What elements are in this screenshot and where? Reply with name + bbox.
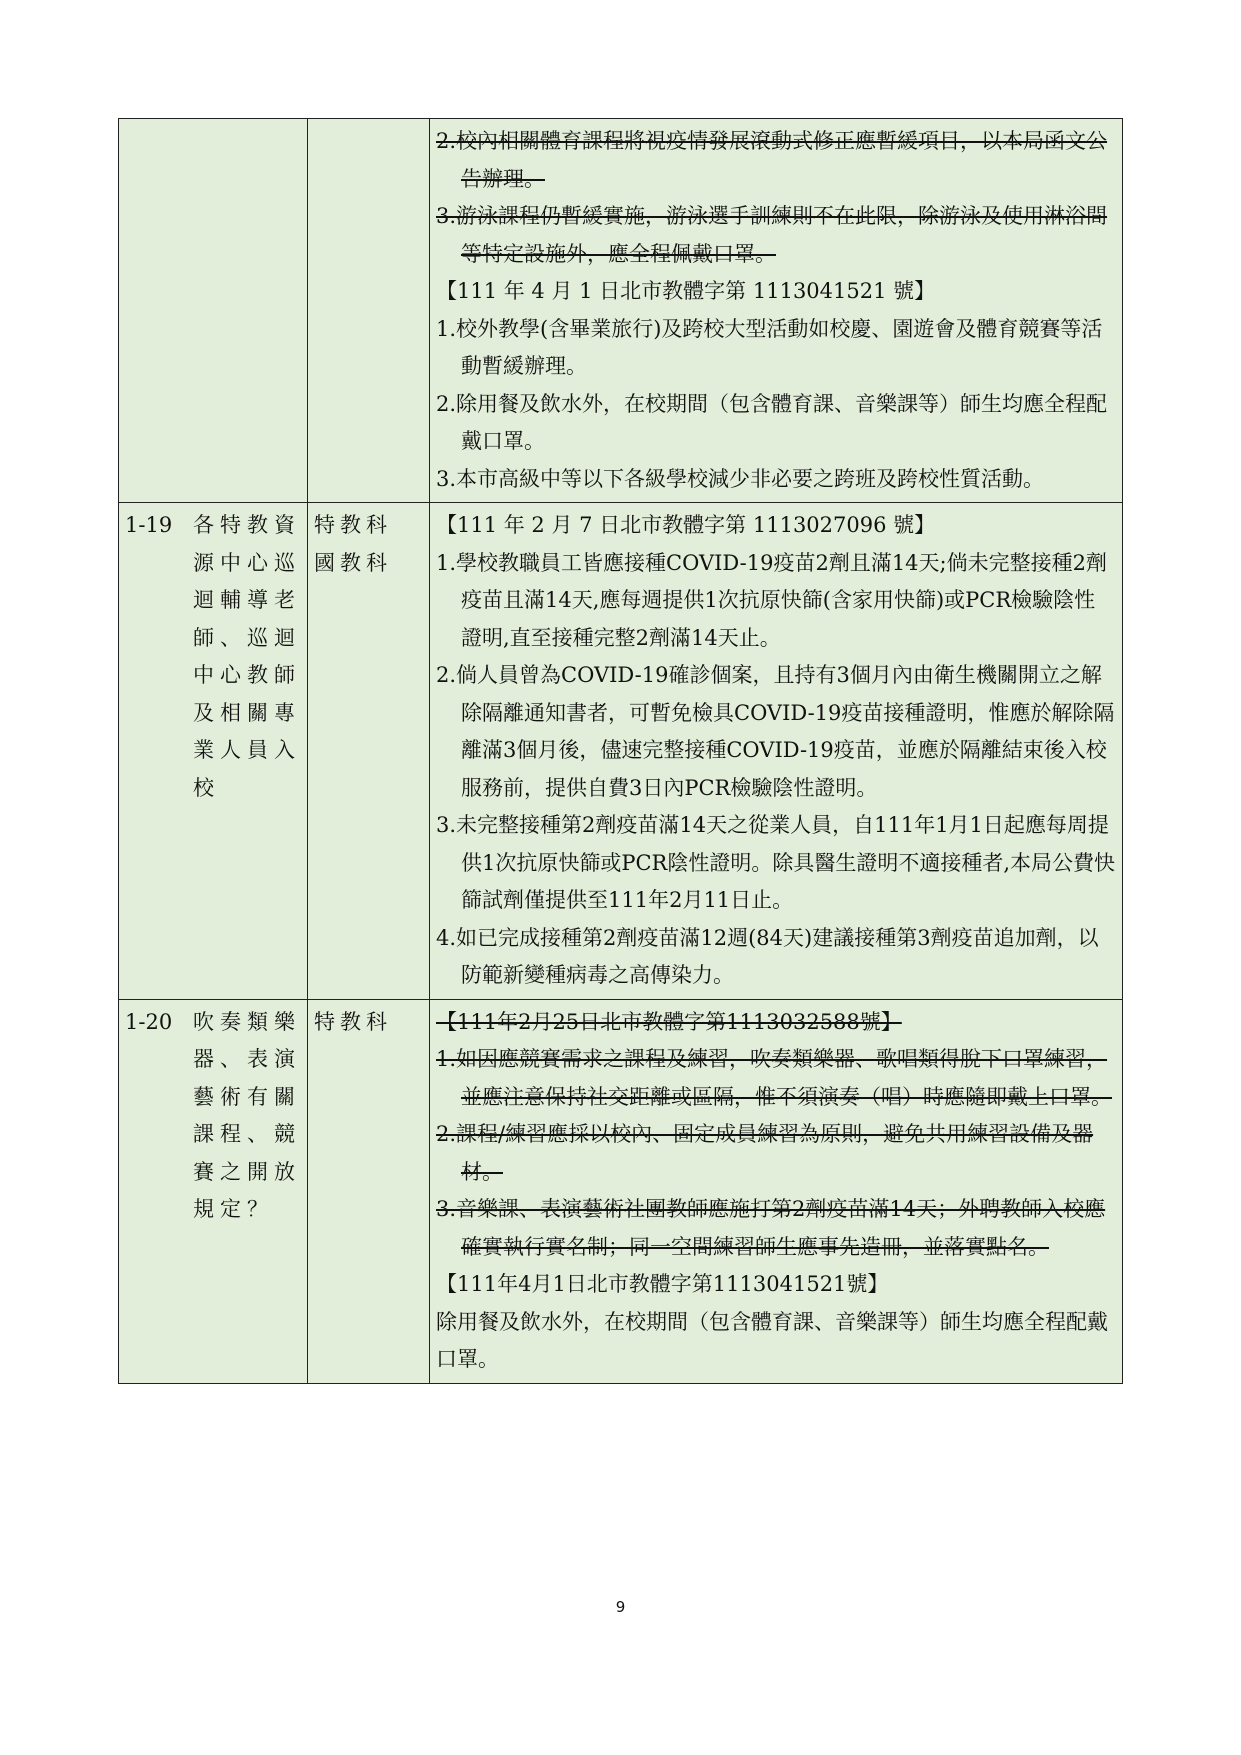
question-cell xyxy=(119,119,308,503)
struck-text: 2.校內相關體育課程將視疫情發展滾動式修正應暫緩項目，以本局函文公告辦理。 xyxy=(436,129,1108,191)
content-cell xyxy=(430,503,1123,1000)
question-cell xyxy=(119,503,308,1000)
content-text: 【111 年 2 月 7 日北市教體字第 1113027096 號】 xyxy=(436,513,936,537)
question-text: 各特教資源中心巡迴輔導老師、巡迴中心教師及相關專業人員入校 xyxy=(193,513,301,800)
responsible-unit: 國教科 xyxy=(314,550,392,575)
content-cell xyxy=(430,999,1123,1383)
content-item xyxy=(436,1116,1116,1191)
content-item xyxy=(436,1191,1116,1266)
content-text: 3.本市高級中等以下各級學校減少非必要之跨班及跨校性質活動。 xyxy=(436,466,1045,491)
table-row xyxy=(119,503,1123,1000)
content-text: 1.校外教學(含畢業旅行)及跨校大型活動如校慶、園遊會及體育競賽等活動暫緩辦理。 xyxy=(436,316,1103,378)
content-text: 【111年4月1日北市教體字第1113041521號】 xyxy=(436,1272,889,1296)
unit-cell xyxy=(308,503,430,1000)
question-text: 吹奏類樂器、表演藝術有關課程、競賽之開放規定？ xyxy=(193,1009,301,1221)
content-item xyxy=(436,920,1116,995)
content-text: 【111 年 4 月 1 日北市教體字第 1113041521 號】 xyxy=(436,279,936,303)
content-item xyxy=(436,461,1116,499)
content-text: 3.未完整接種第2劑疫苗滿14天之從業人員，自111年1月1日起應每周提供1次抗原快篩或PCR陰性證明。除具醫生證明不適接種者,本局公費快篩試劑僅提供至111年2月11日止。 xyxy=(436,813,1116,912)
responsible-unit: 特教科 xyxy=(314,1009,392,1034)
content-text: 除用餐及飲水外，在校期間（包含體育課、音樂課等）師生均應全程配戴口罩。 xyxy=(436,1309,1108,1371)
question-number: 1-19 xyxy=(125,513,173,537)
content-item xyxy=(436,198,1116,273)
content-item xyxy=(436,386,1116,461)
responsible-unit: 特教科 xyxy=(314,513,392,537)
content-text: 4.如已完成接種第2劑疫苗滿12週(84天)建議接種第3劑疫苗追加劑，以防範新變種病毒之高傳染力。 xyxy=(436,925,1099,987)
content-line xyxy=(436,1004,1116,1042)
struck-text: 3.游泳課程仍暫緩實施，游泳選手訓練則不在此限，除游泳及使用淋浴間等特定設施外，應全程佩戴口罩。 xyxy=(436,204,1108,266)
table-row xyxy=(119,999,1123,1383)
content-line xyxy=(436,1304,1116,1379)
content-line xyxy=(436,1266,1116,1304)
content-item xyxy=(436,311,1116,386)
content-text: 2.倘人員曾為COVID-19確診個案，且持有3個月內由衛生機關開立之解除隔離通知書者，可暫免檢具COVID-19疫苗接種證明，惟應於解除隔離滿3個月後，儘速完整接種COVID-19疫苗，並應於隔離結束後入校服務前，提供自費3日內PCR檢驗陰性證明。 xyxy=(436,663,1115,800)
content-item xyxy=(436,657,1116,807)
content-item xyxy=(436,807,1116,920)
content-text: 2.除用餐及飲水外，在校期間（包含體育課、音樂課等）師生均應全程配戴口罩。 xyxy=(436,391,1108,453)
question-cell xyxy=(119,999,308,1383)
struck-text: 2.課程/練習應採以校內、固定成員練習為原則，避免共用練習設備及器材。 xyxy=(436,1122,1094,1184)
content-line xyxy=(436,507,1116,545)
regulation-table xyxy=(118,118,1123,1384)
struck-text: 3.音樂課、表演藝術社團教師應施打第2劑疫苗滿14天；外聘教師入校應確實執行實名制；同一空間練習師生應事先造冊，並落實點名。 xyxy=(436,1197,1106,1259)
unit-cell xyxy=(308,119,430,503)
content-cell xyxy=(430,119,1123,503)
struck-text: 【111年2月25日北市教體字第1113032588號】 xyxy=(436,1009,902,1034)
content-item xyxy=(436,1041,1116,1116)
content-item xyxy=(436,545,1116,658)
table-row xyxy=(119,119,1123,503)
page-number: 9 xyxy=(615,1598,626,1616)
content-line xyxy=(436,273,1116,311)
content-item xyxy=(436,123,1116,198)
unit-cell xyxy=(308,999,430,1383)
struck-text: 1.如因應競賽需求之課程及練習，吹奏類樂器、歌唱類得脫下口罩練習，並應注意保持社交距離或區隔，惟不須演奏（唱）時應隨即戴上口罩。 xyxy=(436,1047,1112,1109)
content-text: 1.學校教職員工皆應接種COVID-19疫苗2劑且滿14天;倘未完整接種2劑疫苗且滿14天,應每週提供1次抗原快篩(含家用快篩)或PCR檢驗陰性證明,直至接種完整2劑滿14天止。 xyxy=(436,550,1107,650)
question-number: 1-20 xyxy=(125,1009,173,1034)
